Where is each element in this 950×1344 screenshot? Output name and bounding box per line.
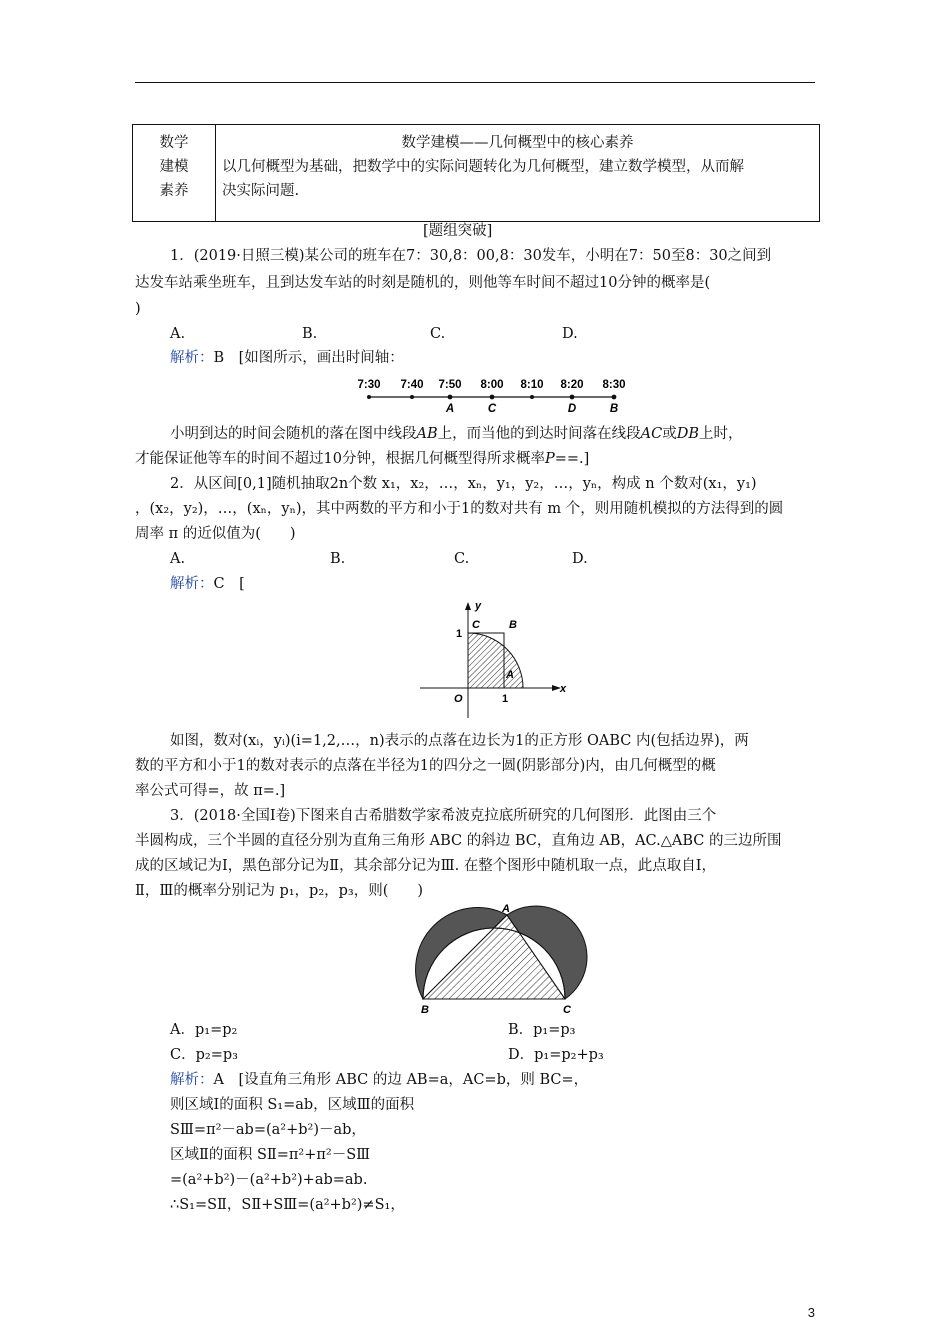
q3-option-a: A．p₁=p₂	[170, 1022, 238, 1038]
timeline-point-label: D	[567, 403, 577, 415]
timeline-time-label: 8:00	[480, 379, 504, 391]
q1-option-c: C.	[430, 326, 446, 342]
timeline-time-label: 7:40	[400, 379, 424, 391]
timeline-point-label: C	[487, 403, 497, 415]
q1-option-b: B.	[302, 326, 318, 342]
timeline-figure	[355, 374, 635, 418]
timeline-dot	[570, 395, 575, 400]
q1-answer-label: 解析：	[170, 350, 214, 366]
literacy-label-line: 素养	[159, 183, 189, 199]
vertex-a-label: A	[502, 903, 510, 915]
text-span: 或	[662, 426, 677, 442]
q2-explanation-line: 数的平方和小于1的数对表示的点落在半径为1的四分之一圆(阴影部分)内，由几何概型的概	[135, 758, 716, 774]
q1-explanation-line	[170, 424, 743, 444]
q1-explanation-line	[135, 449, 589, 469]
quarter-circle-graph	[418, 598, 570, 722]
timeline-time-label: 8:30	[602, 379, 626, 391]
q3-solution-line: 区域Ⅱ的面积 SⅡ=π²+π²－SⅢ	[170, 1147, 371, 1163]
text-span: 上，而当他的到达时间落在线段	[437, 426, 641, 442]
q1-answer-text: B [如图所示，画出时间轴：	[213, 350, 404, 366]
timeline-point-label: B	[609, 403, 619, 415]
text-span: AC	[640, 426, 663, 442]
literacy-body-line: 以几何概型为基础，把数学中的实际问题转化为几何概型，建立数学模型，从而解	[222, 159, 744, 175]
literacy-heading: 数学建模——几何概型中的核心素养	[401, 135, 634, 151]
point-c-label: C	[472, 619, 480, 631]
vertex-c-label: C	[563, 1004, 571, 1015]
origin-label: O	[454, 693, 463, 705]
q3-answer-label: 解析：	[170, 1072, 214, 1088]
text-span: 才能保证他等车的时间不超过10分钟，根据几何概型得所求概率	[135, 451, 545, 467]
literacy-label-line: 数学	[159, 135, 189, 151]
timeline-dot	[410, 395, 414, 399]
timeline-dot	[367, 395, 371, 399]
tick-label-y: 1	[456, 628, 463, 640]
timeline-time-label: 7:50	[438, 379, 462, 391]
text-span: 上时，	[699, 426, 743, 442]
q3-option-d: D．p₁=p₂+p₃	[508, 1047, 604, 1063]
timeline-time-label: 8:20	[560, 379, 584, 391]
q3-option-b: B．p₁=p₃	[508, 1022, 576, 1038]
q3-solution-line: SⅢ=π²－ab=(a²+b²)－ab，	[170, 1122, 366, 1138]
text-span: 小明到达的时间会随机的落在图中线段	[170, 426, 417, 442]
q1-line: 达发车站乘坐班车，且到达发车站的时刻是随机的，则他等车时间不超过10分钟的概率是(	[135, 275, 711, 291]
timeline-time-label: 7:30	[357, 379, 381, 391]
timeline-dot	[448, 395, 453, 400]
q1-option-a: A.	[170, 326, 186, 342]
q2-line: 周率 π 的近似值为( )	[135, 526, 296, 542]
q3-solution-line: ∴S₁=SⅡ，SⅡ+SⅢ=(a²+b²)≠S₁，	[170, 1197, 405, 1213]
q2-line: ，(x₂，y₂)，…，(xₙ，yₙ)，其中两数的平方和小于1的数对共有 m 个，则用随机模拟的方法得到的圆	[135, 501, 784, 517]
literacy-label	[133, 125, 216, 222]
q2-answer-label: 解析：	[170, 576, 214, 592]
q3-solution-line: 则区域Ⅰ的面积 S₁=ab，区域Ⅲ的面积	[170, 1097, 415, 1113]
q2-option-b: B.	[330, 551, 346, 567]
text-span: AB	[416, 426, 438, 442]
q2-explanation-line: 如图，数对(xᵢ，yᵢ)(i=1,2,…，n)表示的点落在边长为1的正方形 OABC 内(包括边界)，两	[170, 733, 749, 749]
y-axis-arrow	[465, 602, 471, 610]
point-a-label: A	[506, 669, 514, 681]
timeline-dot	[530, 395, 534, 399]
q2-explanation-line: 率公式可得=，故 π=.]	[135, 783, 286, 799]
q3-line: 3．(2018·全国Ⅰ卷)下图来自古希腊数学家希波克拉底所研究的几何图形．此图由三个	[170, 808, 717, 824]
point-b-label: B	[509, 619, 517, 631]
q2-line: 2．从区间[0,1]随机抽取2n个数 x₁，x₂，…，xₙ，y₁，y₂，…，yₙ，构成 n 个数对(x₁，y₁)	[170, 476, 757, 492]
header-rule	[135, 82, 815, 83]
timeline-dot	[490, 395, 495, 400]
q3-line: 半圆构成，三个半圆的直径分别为直角三角形 ABC 的斜边 BC，直角边 AB，AC.△ABC 的三边所围	[135, 833, 782, 849]
q2-option-c: C.	[454, 551, 470, 567]
timeline-point-label: A	[445, 403, 455, 415]
literacy-label-line: 建模	[159, 159, 189, 175]
lune-figure	[410, 903, 588, 1015]
quarter-circle-region	[468, 633, 523, 688]
q1-option-d: D.	[562, 326, 578, 342]
q2-option-d: D.	[572, 551, 588, 567]
q2-option-a: A.	[170, 551, 186, 567]
text-span: DB	[676, 426, 699, 442]
text-span: ==.]	[554, 451, 590, 467]
y-axis-label: y	[475, 600, 482, 612]
literacy-content	[216, 125, 820, 222]
q3-line: 成的区域记为Ⅰ，黑色部分记为Ⅱ，其余部分记为Ⅲ. 在整个图形中随机取一点，此点取自Ⅰ，	[135, 858, 717, 874]
q1-line: 1．(2019·日照三模)某公司的班车在7：30,8：00,8：30发车，小明在7：50至8：30之间到	[170, 248, 772, 264]
page-number: 3	[807, 1305, 815, 1320]
q2-answer-text: C [	[213, 576, 245, 592]
vertex-b-label: B	[421, 1004, 429, 1015]
timeline-dot	[612, 395, 617, 400]
q1-line: )	[135, 301, 141, 317]
tick-label-x: 1	[502, 693, 509, 705]
literacy-box	[132, 124, 820, 222]
q3-line: Ⅱ，Ⅲ的概率分别记为 p₁，p₂，p₃，则( )	[135, 883, 424, 899]
text-span: P	[544, 451, 555, 467]
timeline-time-label: 8:10	[520, 379, 544, 391]
q3-answer-text: A [设直角三角形 ABC 的边 AB=a，AC=b，则 BC=，	[213, 1072, 589, 1088]
section-title: [题组突破]	[423, 223, 493, 239]
literacy-body-line: 决实际问题.	[222, 183, 300, 199]
q3-solution-line: =(a²+b²)－(a²+b²)+ab=ab.	[170, 1172, 368, 1188]
q3-option-c: C．p₂=p₃	[170, 1047, 238, 1063]
x-axis-label: x	[560, 683, 567, 695]
